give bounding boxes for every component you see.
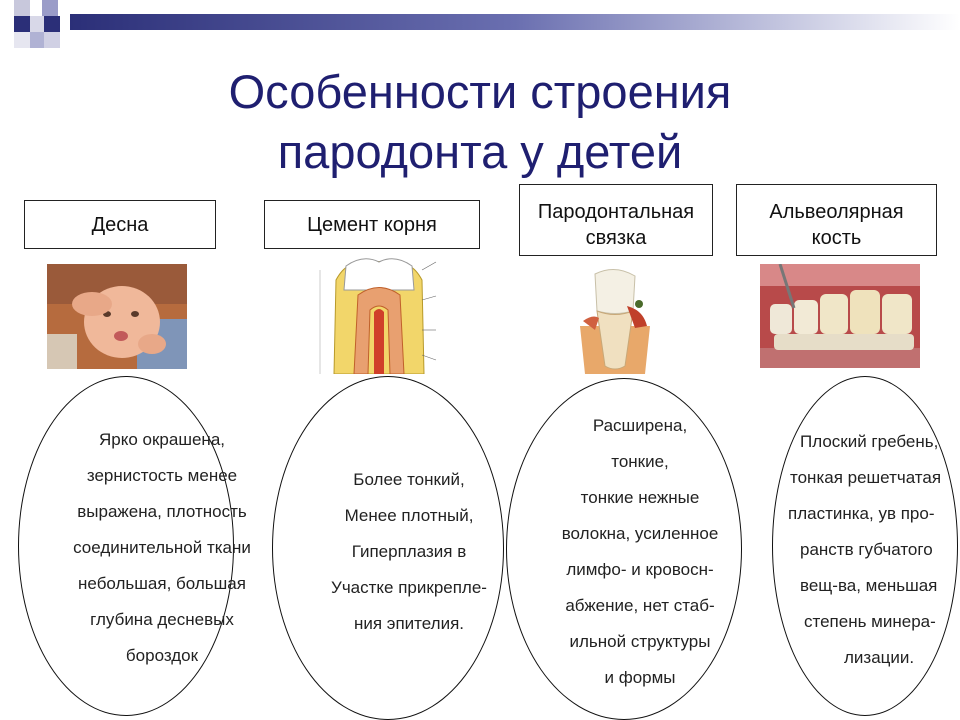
description-gum-line: выражена, плотность — [77, 502, 247, 521]
description-ligament-line: тонкие, — [611, 452, 669, 471]
description-ligament-line: тонкие нежные — [580, 488, 700, 507]
description-cement-line: Менее плотный, — [344, 506, 474, 525]
baby-photo — [47, 264, 187, 369]
description-ligament-line: абжение, нет стаб- — [565, 596, 715, 615]
label-bone-line1: Альвеолярная — [769, 201, 904, 223]
label-bone-line2: кость — [811, 227, 862, 249]
label-cement — [264, 200, 480, 249]
periodontal-ligament-image — [565, 266, 665, 376]
slide-title — [0, 62, 960, 182]
label-gum-text: Десна — [91, 213, 149, 236]
description-cement-line: Гиперплазия в — [351, 542, 467, 561]
description-gum-line: зернистость менее — [86, 466, 238, 485]
header-gradient-bar — [70, 14, 960, 30]
description-cement-line: ния эпителия. — [353, 614, 465, 633]
decorative-squares — [0, 0, 80, 60]
description-gum-line: бороздок — [125, 646, 199, 665]
description-bone-line: пластинка, ув про- — [788, 504, 935, 523]
description-bone-line: лизации. — [844, 648, 915, 667]
alveolar-bone-teeth-photo — [760, 264, 920, 368]
label-ligament-line1: Пародонтальная — [537, 201, 695, 223]
description-cement — [306, 462, 512, 642]
description-bone — [784, 424, 960, 676]
description-gum — [52, 422, 272, 674]
description-bone-line: степень минера- — [804, 612, 936, 631]
label-gum — [24, 200, 216, 249]
description-ligament-line: ильной структуры — [569, 632, 711, 651]
label-bone — [736, 184, 937, 256]
description-bone-line: тонкая решетчатая — [790, 468, 942, 487]
description-gum-line: Ярко окрашена, — [99, 430, 225, 449]
description-ligament-line: волокна, усиленное — [561, 524, 719, 543]
label-ligament — [519, 184, 713, 256]
description-bone-line: Плоский гребень, — [800, 432, 939, 451]
description-bone-line: вещ-ва, меньшая — [800, 576, 938, 595]
description-cement-line: Участке прикрепле- — [331, 578, 487, 597]
description-ligament-line: лимфо- и кровосн- — [566, 560, 714, 579]
label-cement-text: Цемент корня — [307, 213, 437, 236]
label-ligament-line2: связка — [585, 227, 647, 249]
description-gum-line: соединительной ткани — [73, 538, 251, 557]
title-line-1: Особенности строения — [228, 65, 732, 118]
description-ligament-line: и формы — [604, 668, 676, 687]
tooth-cross-section-image — [318, 250, 440, 374]
title-line-2: пародонта у детей — [277, 125, 683, 178]
description-gum-line: небольшая, большая — [78, 574, 246, 593]
description-ligament — [540, 408, 740, 696]
description-ligament-line: Расширена, — [592, 416, 688, 435]
description-bone-line: ранств губчатого — [800, 540, 933, 559]
description-gum-line: глубина десневых — [90, 610, 234, 629]
description-cement-line: Более тонкий, — [353, 470, 465, 489]
